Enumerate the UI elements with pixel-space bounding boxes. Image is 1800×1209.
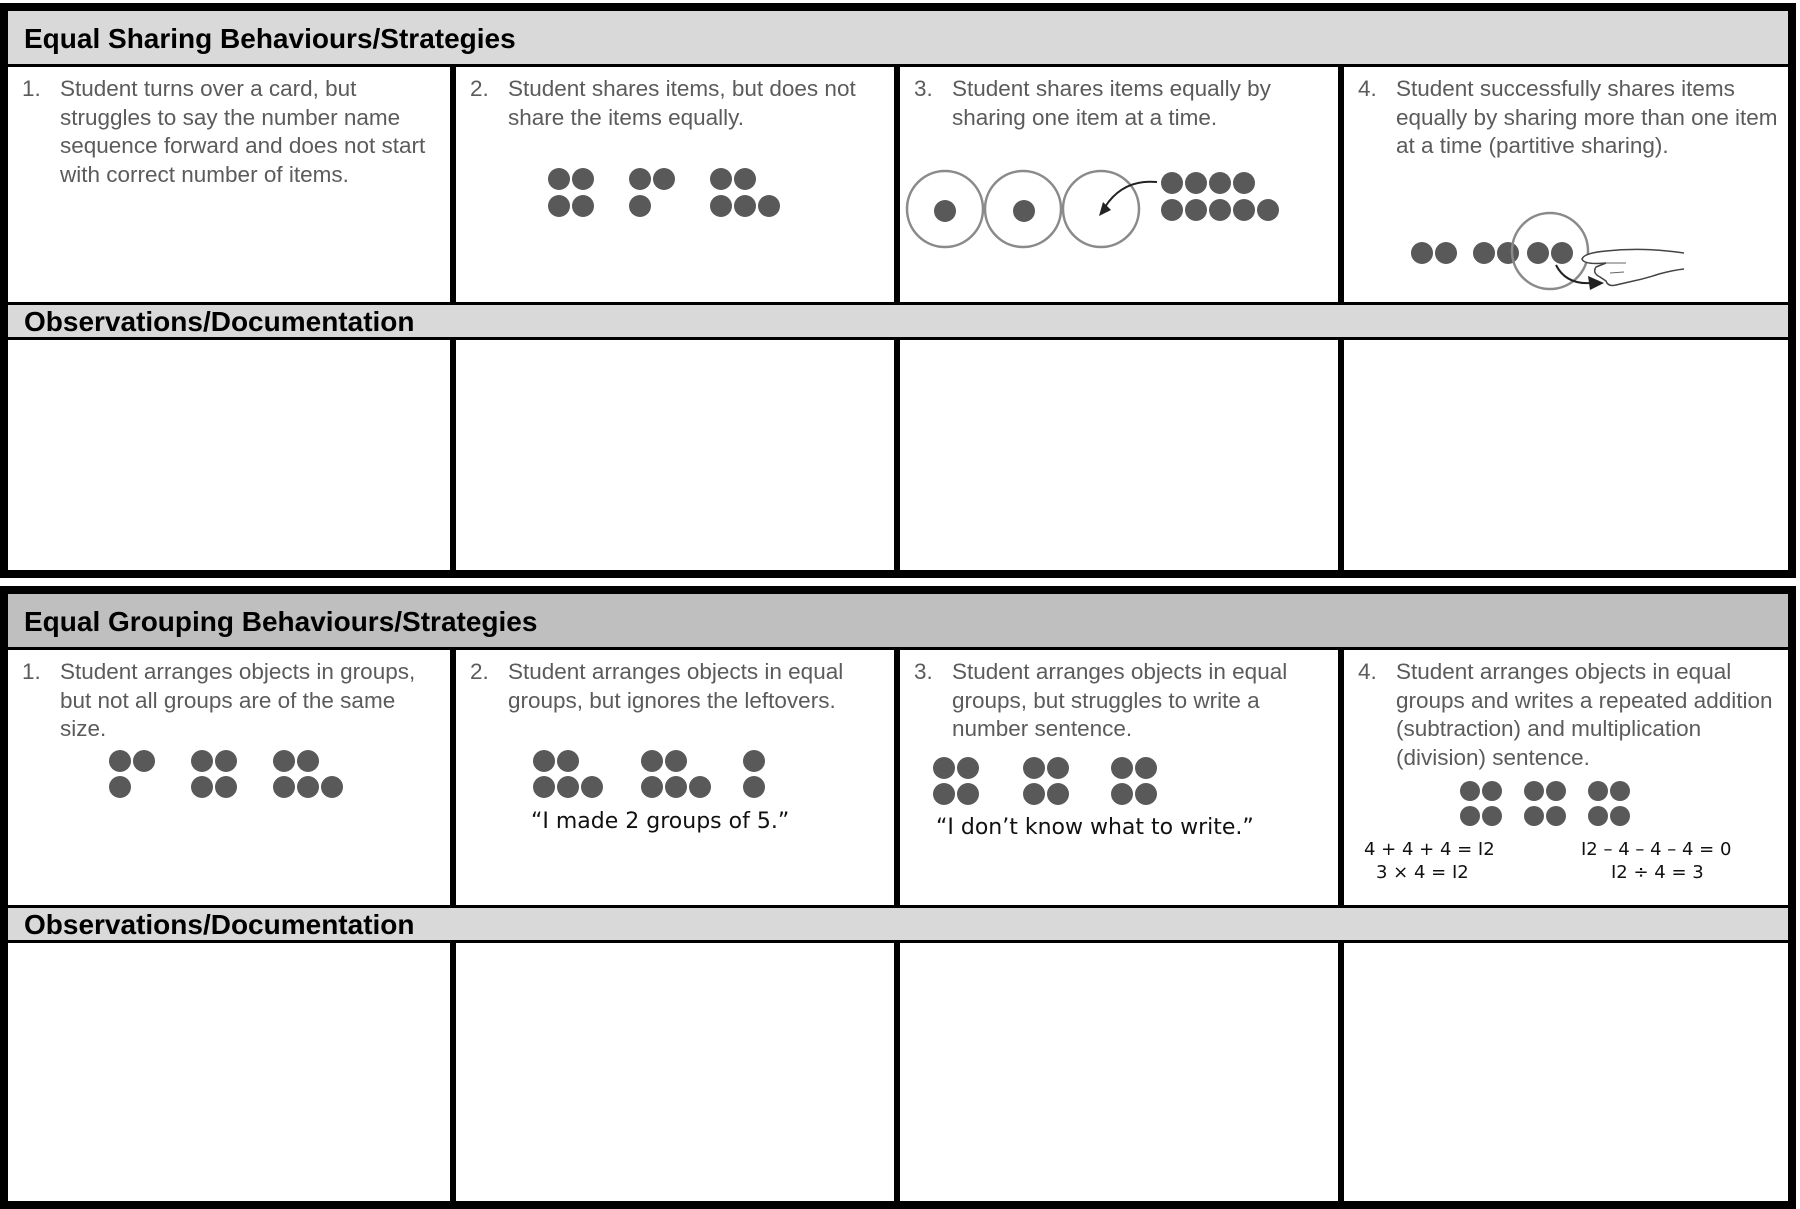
counter (653, 168, 675, 190)
counter (758, 195, 780, 217)
sharing-observations-header: Observations/Documentation (8, 302, 1788, 340)
item-text: Student arranges objects in equal groups and writes a repeated addition (subtraction) and multiplication (division) sentence. (1396, 659, 1773, 770)
item-number: 1. (22, 659, 41, 684)
grouping-table (0, 586, 1796, 1209)
counter (133, 750, 155, 772)
equal-groups-sentences-figure (1344, 650, 1788, 905)
subtraction-sentence: I2 – 4 – 4 – 4 = 0 (1581, 839, 1732, 860)
item-number: 3. (914, 76, 933, 101)
counter (1546, 781, 1566, 801)
counter (1610, 806, 1630, 826)
arrow-icon (1556, 265, 1592, 283)
counter (689, 776, 711, 798)
counter (1482, 806, 1502, 826)
sharing-observation-field-1[interactable] (8, 340, 450, 570)
counter (1610, 781, 1630, 801)
counter (1209, 172, 1231, 194)
one-at-a-time-figure (900, 67, 1338, 302)
counter (1111, 757, 1133, 779)
counter (665, 750, 687, 772)
arrow-icon (1105, 182, 1157, 207)
counter (1588, 806, 1608, 826)
counter (215, 776, 237, 798)
sharing-table (0, 3, 1796, 578)
grouping-cell-3 (900, 650, 1338, 905)
counter (957, 757, 979, 779)
sharing-observation-field-2[interactable] (456, 340, 894, 570)
sharing-observations-row (8, 340, 1788, 570)
item-number: 2. (470, 76, 489, 101)
counter (1047, 757, 1069, 779)
counter (109, 776, 131, 798)
counter (1435, 242, 1457, 264)
counter (1047, 783, 1069, 805)
item-text: Student arranges objects in equal groups, but struggles to write a number sentence. (952, 659, 1288, 741)
counter (572, 195, 594, 217)
item-number: 2. (470, 659, 489, 684)
item-number: 4. (1358, 76, 1377, 101)
sharing-title: Equal Sharing Behaviours/Strategies (8, 11, 1788, 67)
arrow-head-icon (1099, 202, 1111, 216)
counter (743, 776, 765, 798)
counter (191, 776, 213, 798)
sharing-observation-field-4[interactable] (1344, 340, 1788, 570)
counter (933, 783, 955, 805)
addition-sentence: 4 + 4 + 4 = I2 (1364, 839, 1495, 860)
item-number: 3. (914, 659, 933, 684)
unequal-groups-figure (8, 650, 450, 905)
item-text: Student successfully shares items equally by sharing more than one item at a time (partitive sharing). (1396, 76, 1778, 158)
counter (1524, 781, 1544, 801)
counter (1161, 172, 1183, 194)
sharing-behaviours-row (8, 67, 1788, 302)
counter (297, 750, 319, 772)
grouping-observation-field-4[interactable] (1344, 943, 1788, 1201)
counter (1023, 783, 1045, 805)
counter (1524, 806, 1544, 826)
counter (1411, 242, 1433, 264)
counter (572, 168, 594, 190)
counter (581, 776, 603, 798)
grouping-cell-2 (456, 650, 894, 905)
counter (710, 195, 732, 217)
unequal-sharing-figure (456, 67, 894, 302)
counter (1185, 199, 1207, 221)
counter (1161, 199, 1183, 221)
counter (1460, 781, 1480, 801)
grouping-observation-field-1[interactable] (8, 943, 450, 1201)
counter (1135, 783, 1157, 805)
grouping-cell-1 (8, 650, 450, 905)
counter (710, 168, 732, 190)
counter (273, 776, 295, 798)
counter (548, 168, 570, 190)
grouping-observations-row (8, 943, 1788, 1201)
counter (1460, 806, 1480, 826)
counter (533, 776, 555, 798)
counter (1135, 757, 1157, 779)
item-text: Student arranges objects in equal groups, but ignores the leftovers. (508, 659, 844, 713)
counter (1527, 242, 1549, 264)
counter (641, 750, 663, 772)
item-number: 4. (1358, 659, 1377, 684)
counter (1551, 242, 1573, 264)
counter (533, 750, 555, 772)
counter (957, 783, 979, 805)
item-text: Student shares items equally by sharing one item at a time. (952, 76, 1271, 130)
item-text: Student arranges objects in groups, but not all groups are of the same size. (60, 659, 416, 741)
grouping-observation-field-3[interactable] (900, 943, 1338, 1201)
counter (934, 200, 956, 222)
sharing-item-1 (22, 75, 442, 189)
grouping-cell-4 (1344, 650, 1788, 905)
counter (1546, 806, 1566, 826)
counter (191, 750, 213, 772)
counter (933, 757, 955, 779)
student-quote: “I don’t know what to write.” (936, 815, 1254, 840)
partitive-sharing-figure (1344, 67, 1788, 302)
grouping-observation-field-2[interactable] (456, 943, 894, 1201)
item-number: 1. (22, 76, 41, 101)
counter (1233, 199, 1255, 221)
sharing-observation-field-3[interactable] (900, 340, 1338, 570)
sharing-cell-1 (8, 67, 450, 302)
group-of-3-counters (629, 168, 675, 217)
item-text: Student turns over a card, but struggles to say the number name sequence forward and does not start with correct number of items. (60, 76, 426, 187)
counter (629, 168, 651, 190)
counter (734, 195, 756, 217)
counter (273, 750, 295, 772)
sharing-cell-4 (1344, 67, 1788, 302)
counter (1473, 242, 1495, 264)
counter (557, 776, 579, 798)
counter (1257, 199, 1279, 221)
counter (321, 776, 343, 798)
sharing-cell-2 (456, 67, 894, 302)
group-of-4-counters (548, 168, 594, 217)
counter (1209, 199, 1231, 221)
sharing-ring (1512, 213, 1588, 289)
counter (215, 750, 237, 772)
counter (1013, 200, 1035, 222)
counter (734, 168, 756, 190)
group-of-5-counters (710, 168, 780, 217)
counter (1185, 172, 1207, 194)
counter (109, 750, 131, 772)
division-sentence: I2 ÷ 4 = 3 (1611, 862, 1704, 883)
counter (629, 195, 651, 217)
counter (743, 750, 765, 772)
item-text: Student shares items, but does not share the items equally. (508, 76, 856, 130)
counter (1111, 783, 1133, 805)
grouping-observations-header: Observations/Documentation (8, 905, 1788, 943)
counter (557, 750, 579, 772)
grouping-behaviours-row (8, 650, 1788, 905)
student-quote: “I made 2 groups of 5.” (531, 809, 790, 834)
counter (665, 776, 687, 798)
counter (297, 776, 319, 798)
counter (1023, 757, 1045, 779)
counter (641, 776, 663, 798)
counter (548, 195, 570, 217)
counter (1588, 781, 1608, 801)
sharing-cell-3 (900, 67, 1338, 302)
counter (1497, 242, 1519, 264)
counter (1482, 781, 1502, 801)
multiplication-sentence: 3 × 4 = I2 (1376, 862, 1469, 883)
grouping-title: Equal Grouping Behaviours/Strategies (8, 594, 1788, 650)
counter (1233, 172, 1255, 194)
number-sentence-struggle-figure (900, 650, 1338, 905)
leftovers-figure (456, 650, 894, 905)
